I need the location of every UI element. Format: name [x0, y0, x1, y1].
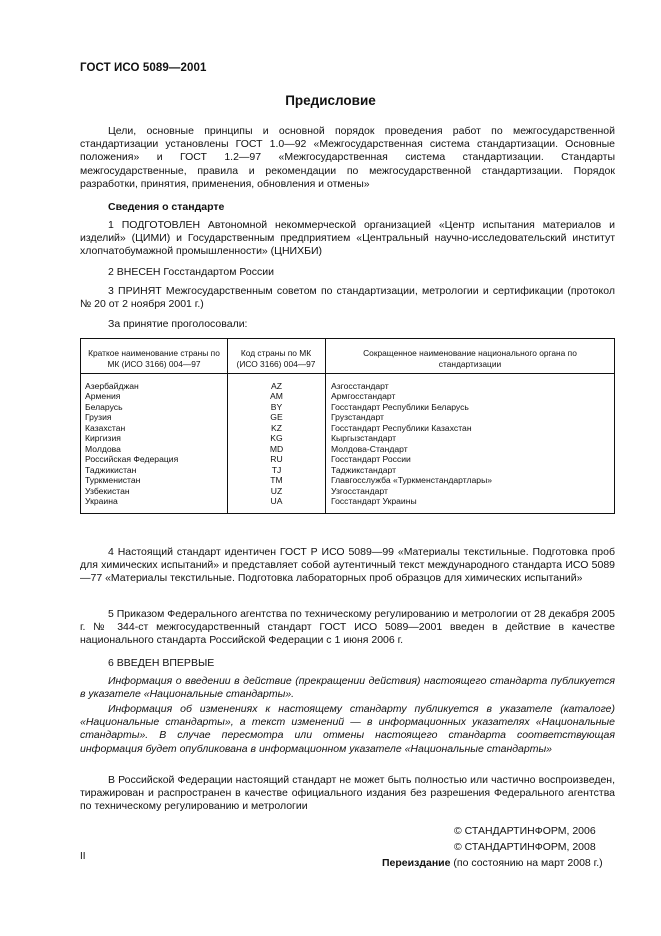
item-1-text: 1 ПОДГОТОВЛЕН Автономной некоммерческой организацией «Центр испытания материалов и изделий» (ЦИМИ) и Государственным предприятием «Центральный научно-исследовательский институт хлопчатобумажной промышленности» (ЦНИХБИ) [80, 219, 615, 258]
table-cell-countries: Узбекистан [85, 485, 130, 496]
table-cell-codes: KZ [271, 422, 282, 433]
table-cell-bodies: Узгосстандарт [331, 485, 388, 496]
intro-text: Цели, основные принципы и основной порядок проведения работ по межгосударственной стандартизации установлены ГОСТ 1.0—92 «Межгосударственная система стандартизации. Основные положения» и ГОСТ 1.2—97 «Межгосударственная система стандартизации. Стандарты межгосударственные, правила и рекомендации по межгосударственной стандартизации. Порядок разработки, принятия, применения, обновления и отмены» [80, 125, 615, 190]
table-cell-bodies: Госстандарт Украины [331, 495, 417, 506]
table-cell-countries: Украина [85, 495, 118, 506]
table-cell-codes: UZ [270, 485, 283, 496]
info-2-text: Информация об изменениях к настоящему стандарту публикуется в указателе (каталоге) «Национальные стандарты», а текст изменений — в информационных указателях «Национальные стандарты». В случае пересмотра или отмены настоящего стандарта соответствующая информация будет опубликована в информационном указателе «Национальные стандарты» [80, 703, 615, 755]
section-heading: Сведения о стандарте [108, 201, 225, 213]
table-cell-countries: Азербайджан [85, 381, 139, 391]
item-5 [80, 608, 615, 648]
body-column [331, 381, 611, 506]
item-3 [80, 285, 615, 311]
table-cell-countries: Киргизия [85, 433, 121, 444]
table-cell-bodies: Грузстандарт [331, 412, 384, 423]
table-cell-countries: Таджикистан [85, 464, 137, 475]
reissue-note [382, 857, 603, 869]
rf-paragraph [80, 774, 615, 814]
country-column [85, 381, 225, 506]
table-cell-codes: TM [270, 475, 283, 486]
reissue-date: (по состоянию на март 2008 г.) [453, 857, 603, 869]
table-cell-bodies: Кыргызстандарт [331, 433, 397, 444]
info-1-text: Информация о введении в действие (прекращении действия) настоящего стандарта публикуется в указателе «Национальные стандарты». [80, 675, 615, 701]
table-cell-bodies: Молдова-Стандарт [331, 443, 408, 454]
table-cell-bodies: Армгосстандарт [331, 391, 396, 402]
table-cell-countries: Российская Федерация [85, 454, 179, 465]
copyright-2006: © СТАНДАРТИНФОРМ, 2006 [454, 825, 596, 837]
info-paragraph-2 [80, 703, 615, 756]
page-title: Предисловие [285, 93, 376, 108]
table-cell-codes: KG [270, 433, 283, 444]
table-cell-codes: GE [270, 412, 283, 423]
table-cell-countries: Грузия [85, 412, 112, 423]
code-column [228, 381, 325, 506]
info-paragraph-1 [80, 675, 615, 701]
item-2: 2 ВНЕСЕН Госстандартом России [108, 266, 274, 278]
table-cell-bodies: Главгосслужба «Туркменстандартлары» [331, 475, 493, 486]
table-cell-bodies: Госстандарт Республики Беларусь [331, 401, 469, 412]
reissue-label: Переиздание [382, 857, 451, 869]
item-3-text: 3 ПРИНЯТ Межгосударственным советом по стандартизации, метрологии и сертификации (протокол № 20 от 2 ноября 2001 г.) [80, 285, 615, 311]
table-cell-countries: Беларусь [85, 401, 123, 412]
item-4-text: 4 Настоящий стандарт идентичен ГОСТ Р ИСО 5089—99 «Материалы текстильные. Подготовка проб для химических испытаний» и представляет собой аутентичный текст международного стандарта ИСО 5089—77 «Материалы текстильные. Подготовка лабораторных проб образцов для химических испытаний» [80, 546, 615, 585]
table-cell-codes: AZ [271, 381, 282, 391]
table-cell-countries: Армения [85, 391, 121, 402]
rf-text: В Российской Федерации настоящий стандарт не может быть полностью или частично воспроизведен, тиражирован и распространен в качестве официального издания без разрешения Федерального агентства по техническому регулированию и метрологии [80, 774, 615, 813]
table-cell-countries: Молдова [85, 443, 121, 454]
table-cell-countries: Туркменистан [85, 475, 141, 486]
table-cell-codes: MD [269, 443, 284, 454]
item-1 [80, 219, 615, 259]
item-4 [80, 546, 615, 586]
item-5-text: 5 Приказом Федерального агентства по техническому регулированию и метрологии от 28 декабря 2005 г. № 344-ст межгосударственный стандарт ГОСТ ИСО 5089—2001 введен в действие в качестве национального стандарта Российской Федерации с 1 июня 2006 г. [80, 608, 615, 647]
intro-paragraph [80, 125, 615, 191]
table-cell-codes: UA [270, 495, 283, 506]
table-cell-countries: Казахстан [85, 422, 126, 433]
member-states-table [80, 338, 615, 514]
table-cell-codes: TJ [271, 464, 282, 475]
table-header-country: Краткое наименование страны по МК (ИСО 3166) 004—97 [88, 348, 220, 369]
table-cell-codes: AM [270, 391, 283, 402]
page-number: II [80, 851, 86, 862]
copyright-2008: © СТАНДАРТИНФОРМ, 2008 [454, 841, 596, 853]
table-cell-bodies: Азгосстандарт [331, 381, 389, 391]
table-cell-bodies: Госстандарт России [331, 454, 411, 465]
table-cell-bodies: Таджикстандарт [331, 464, 397, 475]
table-header-code: Код страны по МК (ИСО 3166) 004—97 [236, 348, 316, 369]
table-cell-codes: RU [270, 454, 283, 465]
table-cell-codes: BY [270, 401, 283, 412]
table-cell-bodies: Госстандарт Республики Казахстан [331, 422, 472, 433]
item-6: 6 ВВЕДЕН ВПЕРВЫЕ [108, 657, 215, 669]
table-header-body: Сокращенное наименование национального органа по стандартизации [363, 348, 577, 369]
standard-number: ГОСТ ИСО 5089—2001 [80, 62, 207, 74]
voted-label: За принятие проголосовали: [108, 318, 248, 330]
